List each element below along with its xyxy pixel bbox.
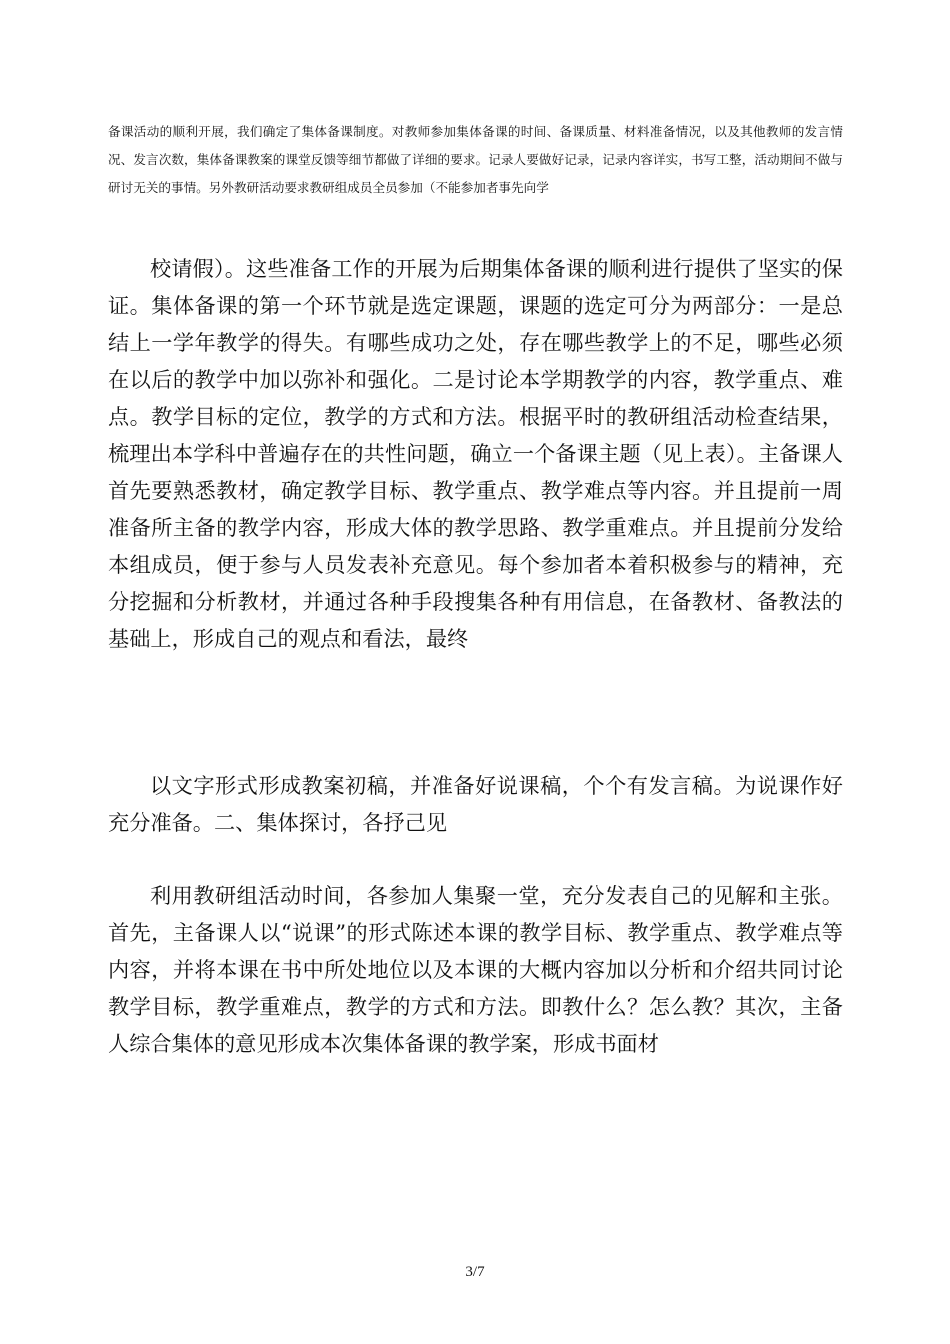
page-number: 3/7	[465, 1264, 485, 1280]
small-print-paragraph: 备课活动的顺利开展，我们确定了集体备课制度。对教师参加集体备课的时间、备课质量、材料准备情况，以及其他教师的发言情况、发言次数，集体备课教案的课堂反馈等细节都做了详细的要求。记录人要做好记录，记录内容详实，书写工整，活动期间不做与研讨无关的事情。另外教研活动要求教研组成员全员参加（不能参加者事先向学	[108, 124, 843, 195]
body-paragraph-1: 校请假）。这些准备工作的开展为后期集体备课的顺利进行提供了坚实的保证。集体备课的第一个环节就是选定课题，课题的选定可分为两部分：一是总结上一学年教学的得失。有哪些成功之处，存在哪些教学上的不足，哪些必须在以后的教学中加以弥补和强化。二是讨论本学期教学的内容，教学重点、难点。教学目标的定位，教学的方式和方法。根据平时的教研组活动检查结果，梳理出本学科中普遍存在的共性问题，确立一个备课主题（见上表）。主备课人首先要熟悉教材，确定教学目标、教学重点、教学难点等内容。并且提前一周准备所主备的教学内容，形成大体的教学思路、教学重难点。并且提前分发给本组成员，便于参与人员发表补充意见。每个参加者本着积极参与的精神，充分挖掘和分析教材，并通过各种手段搜集各种有用信息，在备教材、备教法的基础上，形成自己的观点和看法，最终	[108, 256, 843, 651]
body-paragraph-2: 以文字形式形成教案初稿，并准备好说课稿，个个有发言稿。为说课作好充分准备。二、集体探讨，各抒己见	[108, 773, 843, 835]
body-paragraph-3: 利用教研组活动时间，各参加人集聚一堂，充分发表自己的见解和主张。首先，主备课人以“说课”的形式陈述本课的教学目标、教学重点、教学难点等内容，并将本课在书中所处地位以及本课的大概内容加以分析和介绍共同讨论教学目标，教学重难点，教学的方式和方法。即教什么？怎么教？其次，主备人综合集体的意见形成本次集体备课的教学案，形成书面材	[108, 883, 843, 1056]
